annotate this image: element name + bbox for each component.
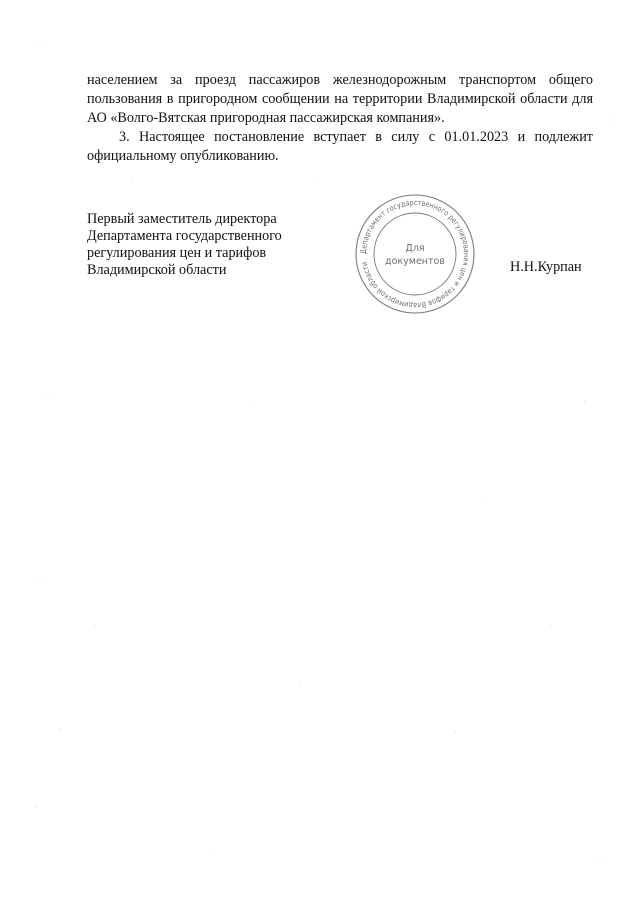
signatory-position bbox=[87, 211, 327, 279]
paragraph-effective-date: 3. Настоящее постановление вступает в силу с 01.01.2023 и подлежит официальному опубликованию. bbox=[87, 129, 593, 164]
signatory-line-3: регулирования цен и тарифов bbox=[87, 245, 267, 261]
stamp-ring-textpath: Департамент государственного регулирования цен и тарифов Владимирской области bbox=[358, 197, 472, 311]
stamp-center-line-2: документов bbox=[385, 256, 445, 267]
signatory-line-1: Первый заместитель директора bbox=[87, 211, 277, 227]
paragraph-continuation: населением за проезд пассажиров железнодорожным транспортом общего пользования в пригородном сообщении на территории Владимирской области для АО «Волго-Вятская пригородная пассажирская компания». bbox=[87, 72, 593, 126]
stamp-center-line-1: Для bbox=[405, 243, 425, 254]
stamp-graphic bbox=[353, 192, 477, 316]
signatory-line-4: Владимирской области bbox=[87, 262, 227, 278]
signatory-line-2: Департамента государственного bbox=[87, 228, 282, 244]
official-stamp bbox=[353, 192, 477, 316]
stamp-inner-ring bbox=[374, 213, 456, 295]
signer-name: Н.Н.Курпан bbox=[510, 259, 582, 275]
